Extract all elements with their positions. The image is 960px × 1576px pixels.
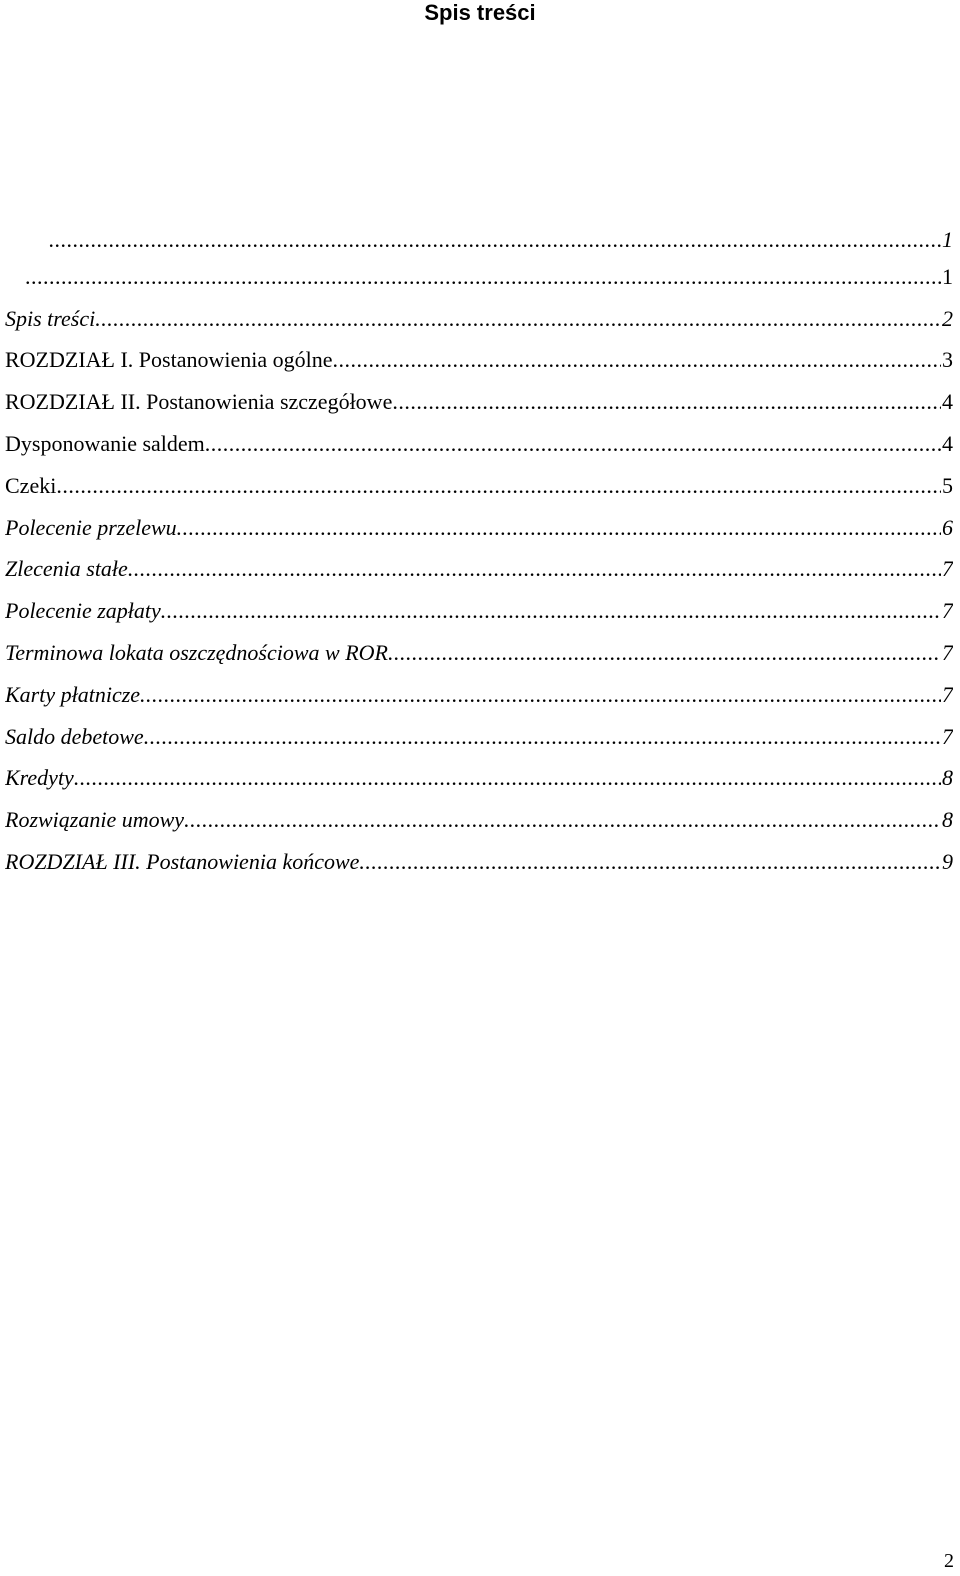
toc-page-number: 8 (942, 807, 953, 833)
toc-entry-label: Rozwiązanie umowy (5, 807, 185, 833)
toc-entry-label: Polecenie zapłaty (5, 598, 161, 624)
toc-dot-leader (144, 725, 941, 749)
toc-dot-leader (205, 432, 941, 456)
toc-dot-leader (140, 683, 941, 707)
toc-dot-leader (359, 850, 941, 874)
toc-entry-karty-platnicze[interactable] (5, 665, 953, 707)
toc-entry-label: Zlecenia stałe (5, 556, 128, 582)
toc-entry-label: ROZDZIAŁ III. Postanowienia końcowe (5, 848, 360, 874)
toc-entry-zlecenia-stale[interactable] (5, 540, 953, 582)
toc-entry-kredyty[interactable] (5, 749, 953, 791)
toc-entry-label: Karty płatnicze (5, 681, 141, 707)
toc-entry-label: Kredyty (5, 765, 74, 791)
toc-page-number: 1 (942, 226, 953, 252)
toc-dot-leader (177, 516, 941, 540)
toc-entry-label: Dysponowanie saldem (5, 430, 205, 456)
toc-entry-label: Terminowa lokata oszczędnościowa w ROR (5, 639, 388, 665)
toc-entry-dysponowanie-saldem[interactable] (5, 414, 953, 456)
toc-page-number: 6 (942, 514, 953, 540)
toc-dot-leader (74, 766, 941, 790)
toc-entry-label: Saldo debetowe (5, 723, 144, 749)
toc-page-number: 7 (942, 639, 953, 665)
toc-dot-leader (161, 599, 941, 623)
toc-dot-leader (184, 808, 941, 832)
footer-page-number: 2 (944, 1550, 954, 1572)
toc-entry-label: Czeki (5, 472, 57, 498)
toc-page-number: 7 (942, 556, 953, 582)
toc-entry-polecenie-zaplaty[interactable] (5, 581, 953, 623)
toc-entry-polecenie-przelewu[interactable] (5, 498, 953, 540)
toc-entry-blank-1[interactable] (5, 210, 953, 252)
toc-page-number: 5 (942, 472, 953, 498)
toc-entry-blank-2[interactable] (5, 252, 953, 289)
toc-dot-leader (25, 265, 941, 289)
toc-dot-leader (95, 307, 941, 331)
toc-entry-label: Polecenie przelewu (5, 514, 177, 540)
toc-page-number: 3 (942, 347, 953, 373)
toc-entry-saldo-debetowe[interactable] (5, 707, 953, 749)
toc-page-number: 7 (942, 681, 953, 707)
toc-entry-label: ROZDZIAŁ I. Postanowienia ogólne (5, 347, 333, 373)
toc-page-number: 4 (942, 430, 953, 456)
toc-dot-leader (388, 641, 941, 665)
toc-dot-leader (56, 474, 941, 498)
page-title: Spis treści (424, 0, 536, 25)
toc-dot-leader (392, 390, 941, 414)
toc-page-number: 1 (942, 263, 953, 289)
toc-page-number: 7 (942, 723, 953, 749)
table-of-contents (5, 210, 953, 874)
toc-entry-rozdzial-1[interactable] (5, 331, 953, 373)
toc-page-number: 4 (942, 389, 953, 415)
toc-entry-czeki[interactable] (5, 456, 953, 498)
toc-entry-rozdzial-2[interactable] (5, 372, 953, 414)
toc-entry-terminowa-lokata[interactable] (5, 623, 953, 665)
toc-entry-label: Spis treści (5, 305, 96, 331)
toc-entry-spis-tresci[interactable] (5, 289, 953, 331)
toc-dot-leader (49, 228, 941, 252)
toc-page-number: 9 (942, 848, 953, 874)
toc-dot-leader (333, 348, 942, 372)
toc-entry-rozdzial-3[interactable] (5, 832, 953, 874)
toc-page-number: 8 (942, 765, 953, 791)
toc-entry-label: ROZDZIAŁ II. Postanowienia szczegółowe (5, 389, 393, 415)
toc-entry-rozwiazanie-umowy[interactable] (5, 790, 953, 832)
toc-dot-leader (128, 557, 941, 581)
toc-page-number: 2 (942, 305, 953, 331)
toc-page-number: 7 (942, 598, 953, 624)
